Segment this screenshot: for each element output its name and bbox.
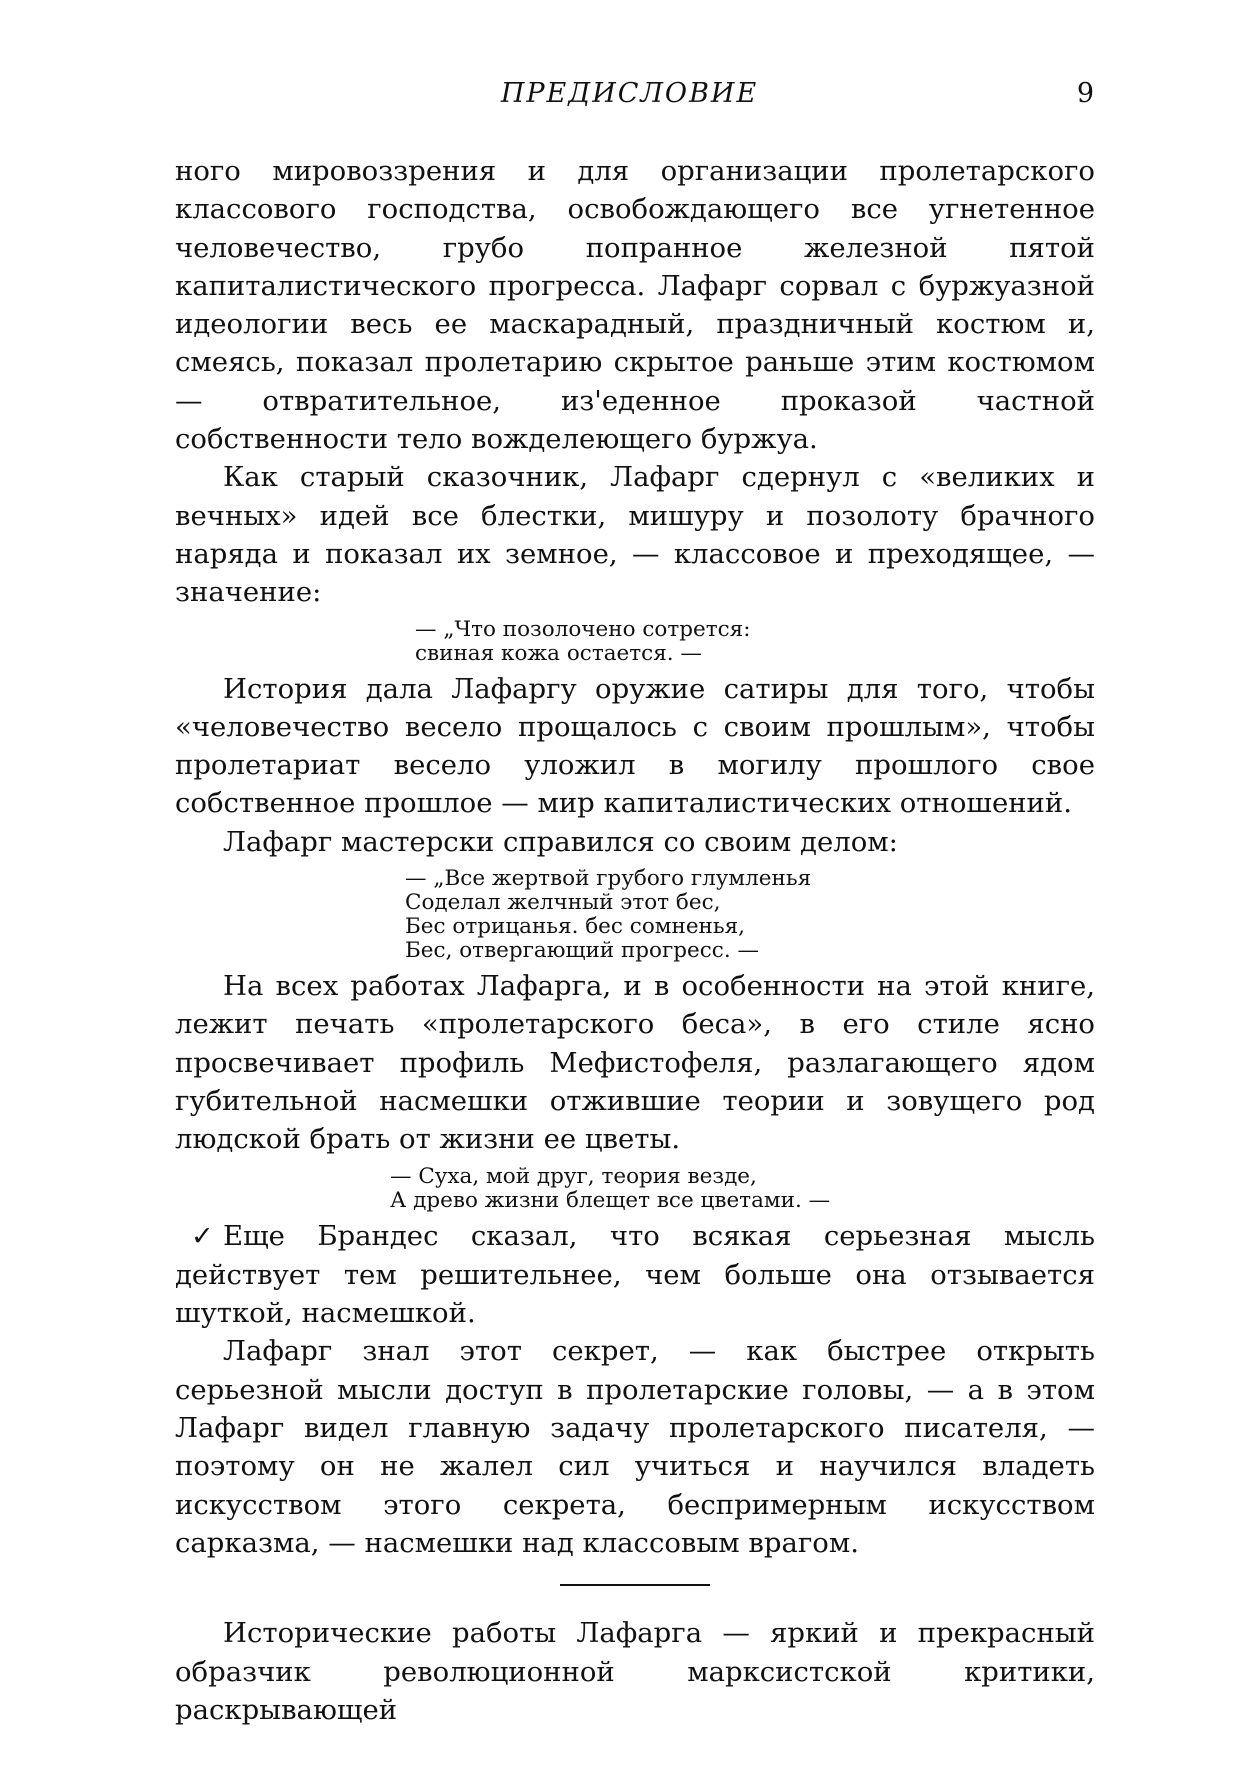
paragraph-6 <box>175 1217 1095 1333</box>
paragraph-4: Лафарг мастерски справился со своим делом: <box>223 825 898 858</box>
paragraph-5: На всех работах Лафарга, и в особенности на этой книге, лежит печать «пролетарского беса», в его стиле ясно просвечивает профиль Мефистофеля, разлагающего ядом губительной насмешки отжившие теории и зовущего род людской брать от жизни ее цветы. <box>175 970 1095 1156</box>
verse-line: свиная кожа остается. — <box>415 640 702 666</box>
verse-line: Бес, отвергающий прогресс. — <box>405 938 759 964</box>
text-block <box>175 152 1095 1729</box>
section-divider <box>560 1584 710 1586</box>
verse-line: Соделал желчный этот бес, <box>405 890 721 916</box>
verse-quote-3 <box>175 1165 1095 1213</box>
verse-line: Бес отрицанья. бес сомненья, <box>405 914 745 940</box>
page-number: 9 <box>1076 78 1094 109</box>
verse-line: А древо жизни блещет все цветами. — <box>390 1187 831 1213</box>
verse-line: — Суха, мой друг, теория везде, <box>390 1163 757 1189</box>
paragraph-2: Как старый сказочник, Лафарг сдернул с «великих и вечных» идей все блестки, мишуру и позолоту брачного наряда и показал их земное, — классовое и преходящее, — значение: <box>175 461 1095 609</box>
verse-line: — „Все жертвой грубого глумленья <box>405 866 812 892</box>
verse-line: — „Что позолочено сотрется: <box>415 616 751 642</box>
paragraph-3: История дала Лафаргу оружие сатиры для того, чтобы «человечество весело прощалось с своим прошлым», чтобы пролетариат весело уложил в могилу прошлого свое собственное прошлое — мир капиталистических отношений. <box>175 672 1095 820</box>
running-title: ПРЕДИСЛОВИЕ <box>500 78 759 109</box>
running-head <box>0 78 1259 118</box>
paragraph-8: Исторические работы Лафарга — яркий и прекрасный образчик революционной марксистской критики, раскрывающей <box>175 1617 1095 1726</box>
paragraph-1: ного мировоззрения и для организации пролетарского классового господства, освобождающего все угнетенное человечество, грубо попранное железной пятой капиталистического прогресса. Лафарг сорвал с буржуазной идеологии весь ее маскарадный, праздничный костюм и, смеясь, показал пролетарию скрытое раньше этим костюмом — отвратительное, из'еденное проказой частной собственности тело вожделеющего буржуа. <box>175 155 1095 456</box>
verse-quote-2 <box>175 867 1095 963</box>
verse-quote-1 <box>175 618 1095 666</box>
paragraph-7: Лафарг знал этот секрет, — как быстрее открыть серьезной мысли доступ в пролетарские головы, — а в этом Лафарг видел главную задачу пролетарского писателя, — поэтому он не жалел сил учиться и научился владеть искусством этого секрета, беспримерным искусством сарказма, — насмешки над классовым врагом. <box>175 1335 1095 1559</box>
paragraph-6-text: Еще Брандес сказал, что всякая серьезная мысль действует тем решительнее, чем больше она отзывается шуткой, насмешкой. <box>175 1219 1095 1330</box>
handwritten-check-icon: ✓ <box>191 1220 214 1252</box>
